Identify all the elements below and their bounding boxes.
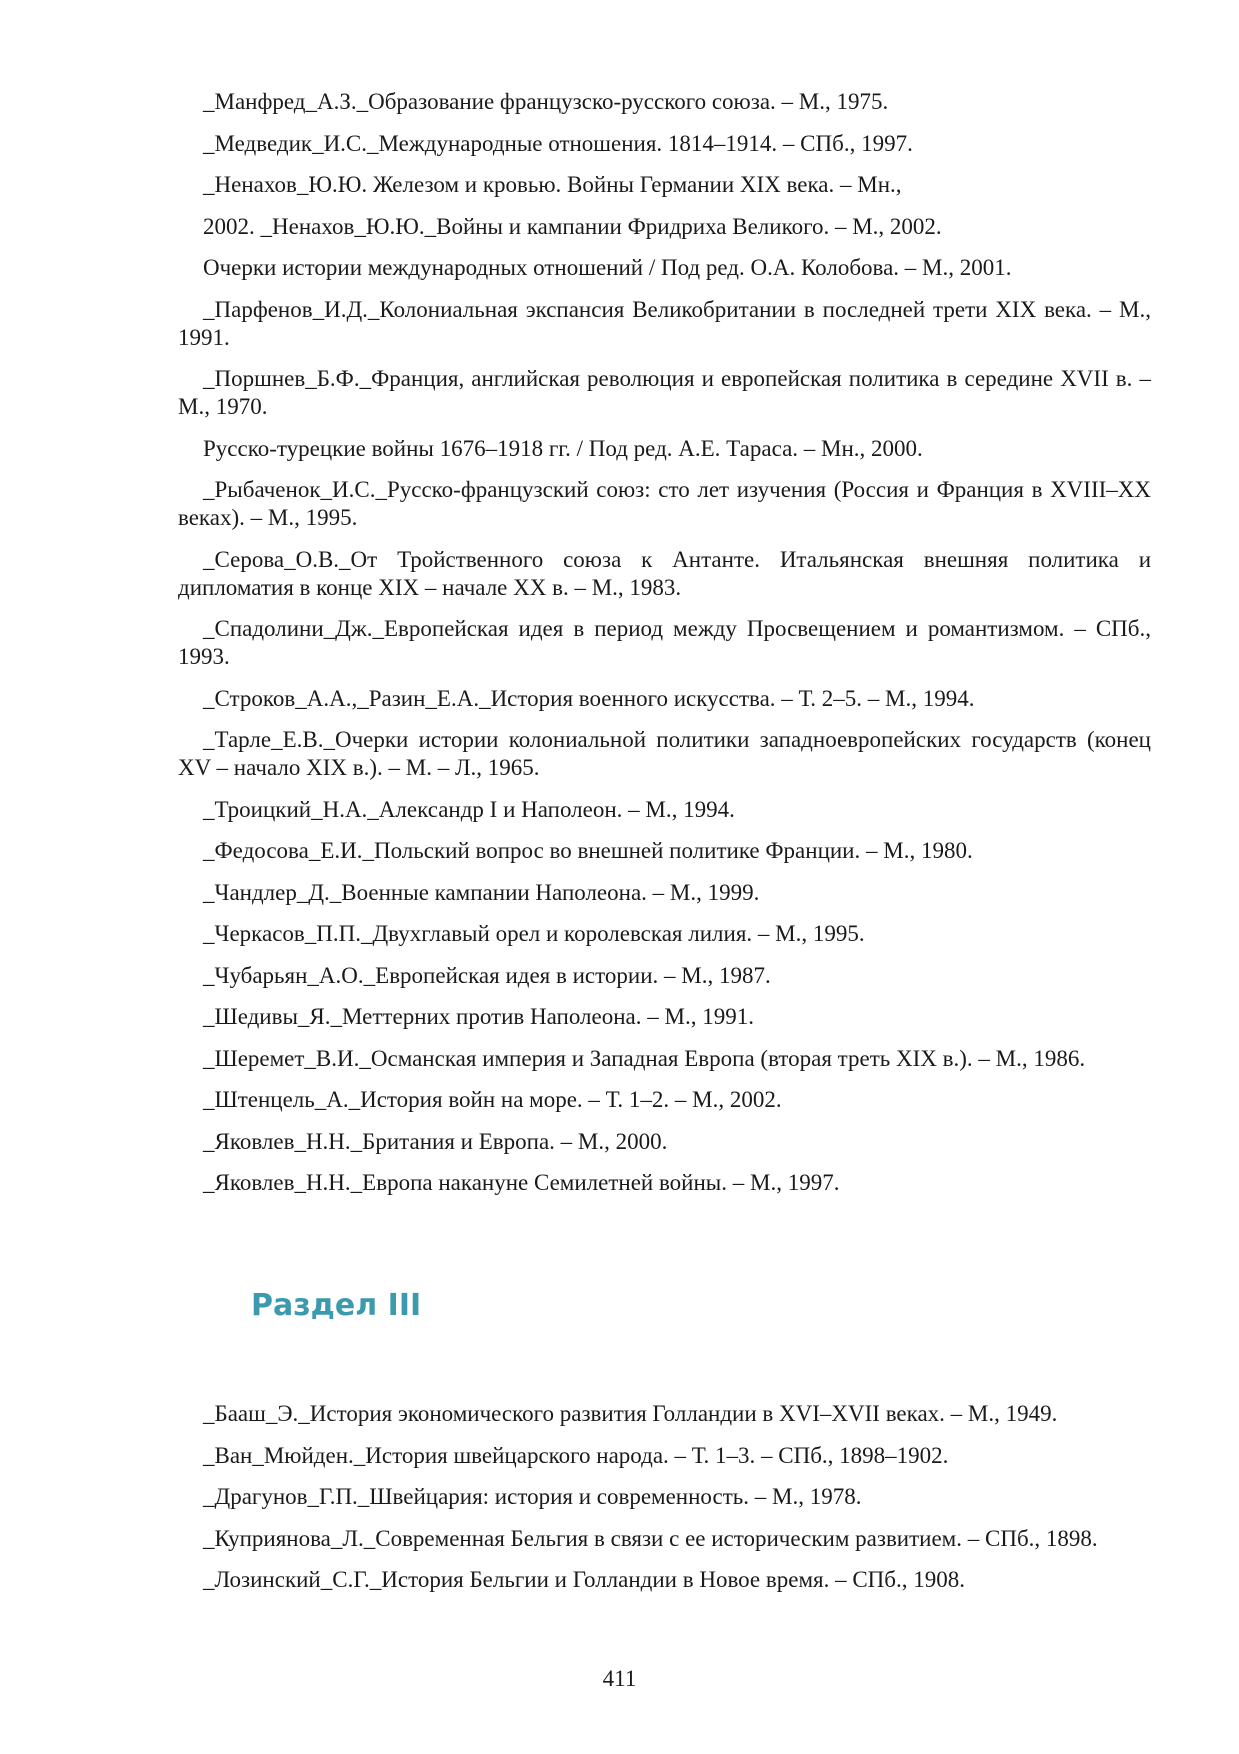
bibliography-entry: _Черкасов_П.П._Двухглавый орел и королевская лилия. – М., 1995.	[203, 921, 865, 946]
bibliography-entry: _Яковлев_Н.Н._Британия и Европа. – М., 2000.	[203, 1128, 668, 1154]
bibliography-entry: _Парфенов_И.Д._Колониальная экспансия Великобритании в последней трети XIX века. – М., 1991.	[178, 296, 1151, 350]
bibliography-entry: _Яковлев_Н.Н._Европа накануне Семилетней войны. – М., 1997.	[203, 1170, 840, 1195]
bibliography-entry: _Ван_Мюйден._История швейцарского народа. – Т. 1–3. – СПб., 1898–1902.	[203, 1442, 949, 1468]
bibliography-entry: _Рыбаченок_И.С._Русско-французский союз: сто лет изучения (Россия и Франция в XVIII–XX веках). – М., 1995.	[178, 477, 1151, 530]
bibliography-entry: _Строков_А.А.,_Разин_Е.А._История военного искусства. – Т. 2–5. – М., 1994.	[203, 685, 975, 711]
bibliography-entry: _Медведик_И.С._Международные отношения. 1814–1914. – СПб., 1997.	[203, 130, 913, 156]
page-number: 411	[602, 1666, 637, 1691]
bibliography-entry: _Шеремет_В.И._Османская империя и Западная Европа (вторая треть XIX в.). – М., 1986.	[203, 1045, 1086, 1071]
bibliography-entry: _Троицкий_Н.А._Александр I и Наполеон. – М., 1994.	[203, 796, 735, 822]
bibliography-entry: Русско-турецкие войны 1676–1918 гг. / Под ред. А.Е. Тараса. – Мн., 2000.	[203, 435, 923, 461]
bibliography-entry: _Лозинский_С.Г._История Бельгии и Голландии в Новое время. – СПб., 1908.	[203, 1567, 965, 1592]
bibliography-entry: 2002. _Ненахов_Ю.Ю._Войны и кампании Фридриха Великого. – М., 2002.	[203, 213, 942, 239]
bibliography-entry: _Штенцель_А._История войн на море. – Т. 1–2. – М., 2002.	[203, 1087, 782, 1112]
bibliography-entry: _Спадолини_Дж._Европейская идея в период между Просвещением и романтизмом. – СПб., 1993.	[178, 616, 1151, 669]
bibliography-entry: _Драгунов_Г.П._Швейцария: история и современность. – М., 1978.	[203, 1484, 862, 1509]
bibliography-entry: _Федосова_Е.И._Польский вопрос во внешней политике Франции. – М., 1980.	[203, 838, 973, 863]
bibliography-entry: _Шедивы_Я._Меттерних против Наполеона. – М., 1991.	[203, 1004, 754, 1029]
bibliography-entry: _Серова_О.В._От Тройственного союза к Антанте. Итальянская внешняя политика и дипломатия в конце XIX – начале XX в. – М., 1983.	[178, 546, 1151, 600]
bibliography-entry: _Чубарьян_А.О._Европейская идея в истории. – М., 1987.	[203, 962, 771, 988]
bibliography-entry: _Манфред_А.З._Образование французско-русского союза. – М., 1975.	[203, 89, 889, 114]
bibliography-entry: Очерки истории международных отношений / Под ред. О.А. Колобова. – М., 2001.	[203, 255, 1012, 280]
bibliography-entry: _Чандлер_Д._Военные кампании Наполеона. – М., 1999.	[203, 879, 760, 905]
bibliography-entry: _Ненахов_Ю.Ю. Железом и кровью. Войны Германии XIX века. – Мн.,	[203, 172, 902, 197]
bibliography-entry: _Куприянова_Л._Современная Бельгия в связи с ее историческим развитием. – СПб., 1898.	[203, 1525, 1098, 1551]
section-heading: Раздел III	[251, 1288, 422, 1323]
bibliography-entry: _Поршнев_Б.Ф._Франция, английская революция и европейская политика в середине XVII в. – М., 1970.	[178, 366, 1151, 419]
bibliography-entry: _Тарле_Е.В._Очерки истории колониальной политики западноевропейских государств (конец XV – начало XIX в.). – М. – Л., 1965.	[178, 727, 1151, 780]
bibliography-list-section-3	[178, 1400, 1151, 1608]
bibliography-entry: _Бааш_Э._История экономического развития Голландии в XVI–XVII веках. – М., 1949.	[203, 1401, 1058, 1426]
bibliography-list-section-2	[178, 88, 1151, 1211]
